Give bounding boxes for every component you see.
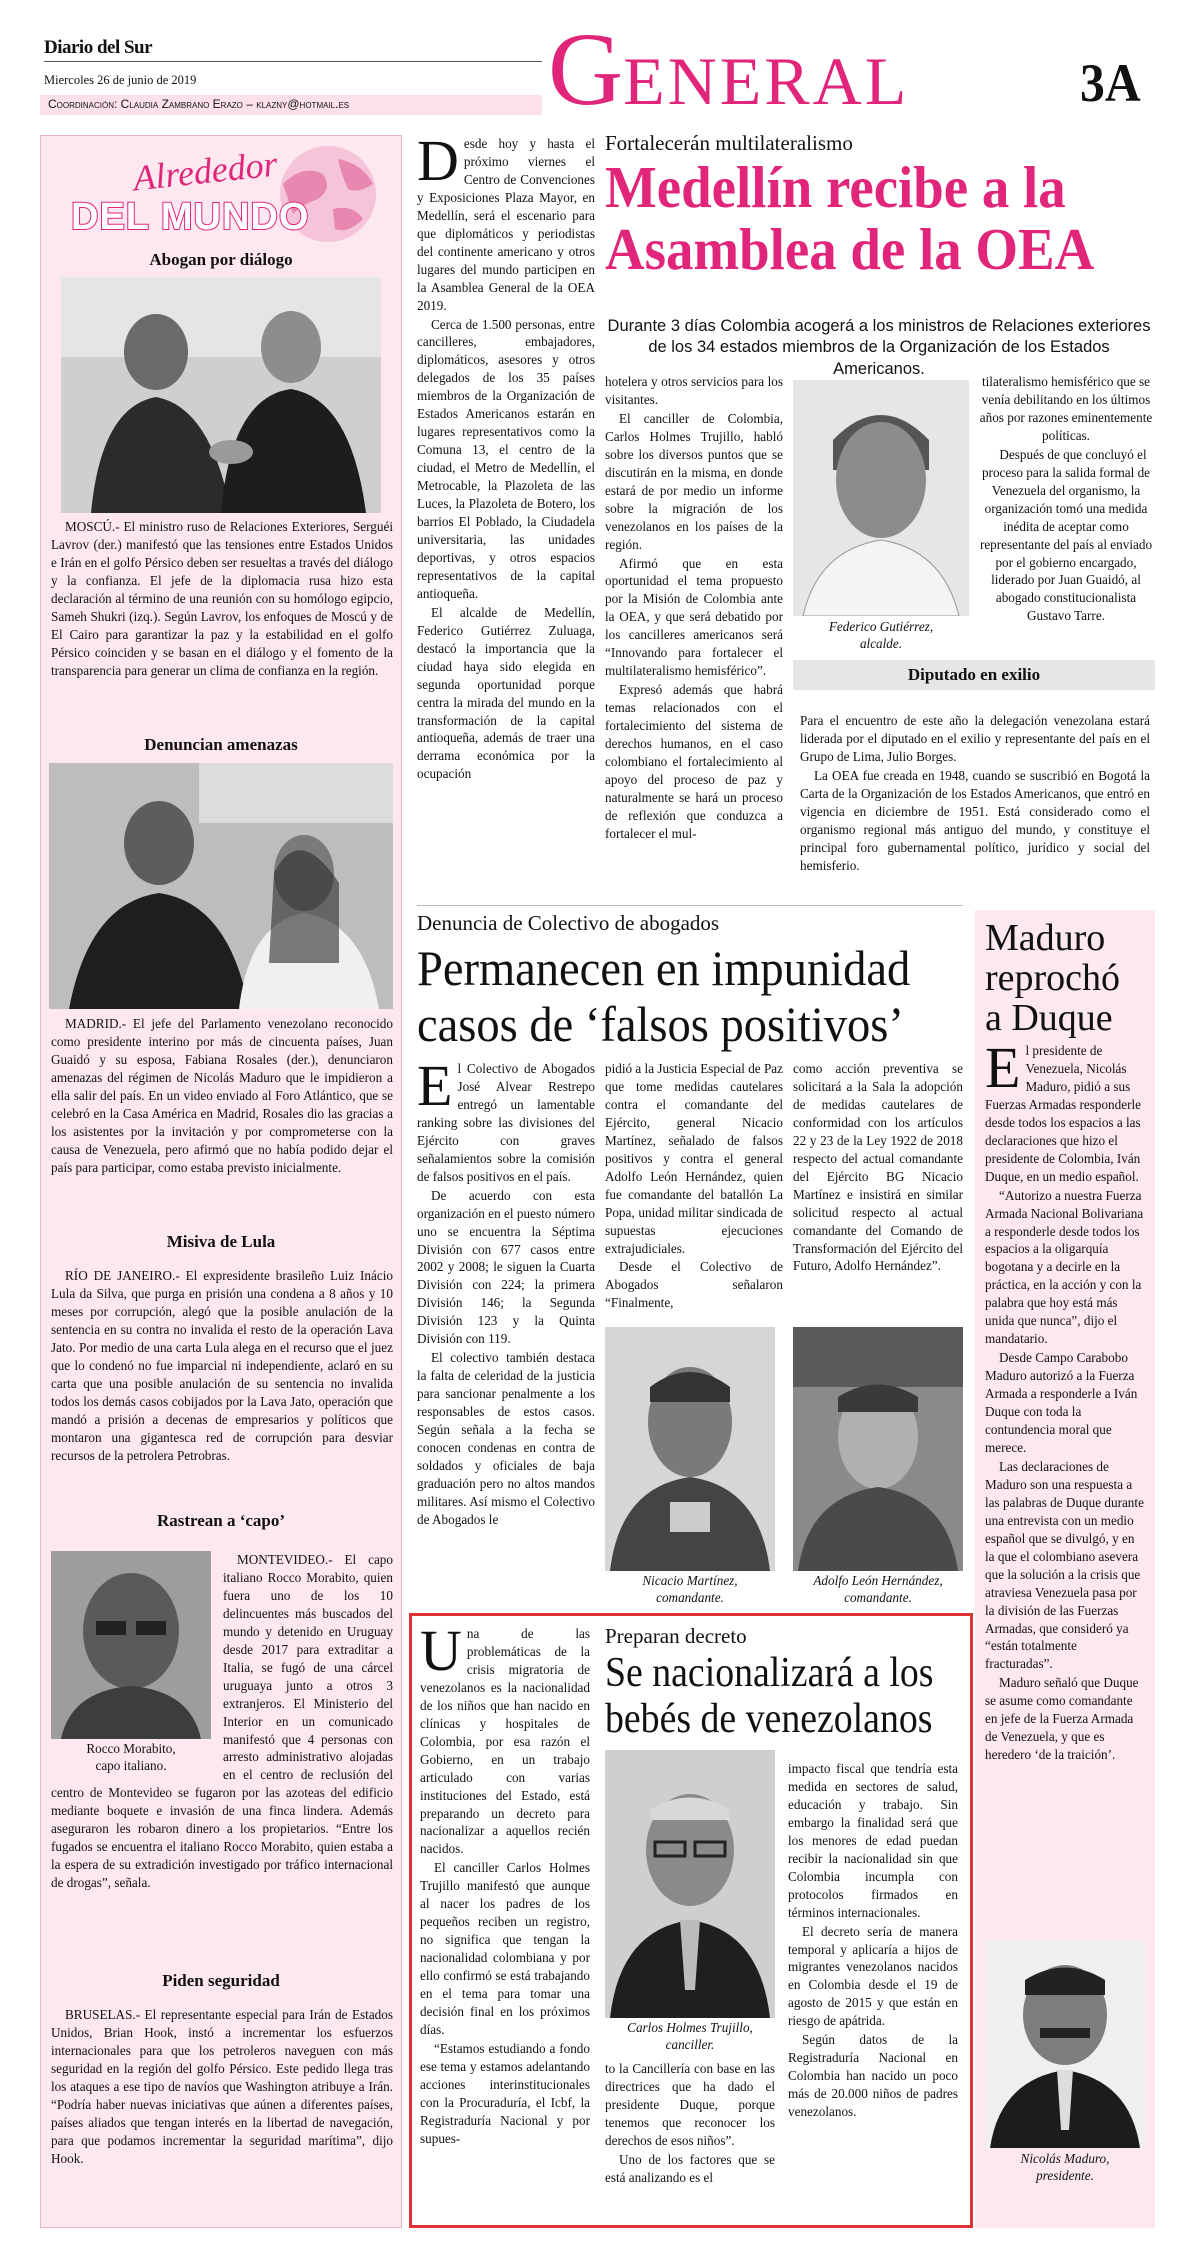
banner-title: DEL MUNDO [71, 196, 310, 238]
oea-col2 [605, 373, 783, 844]
caption-line: comandante. [844, 1589, 912, 1605]
paragraph: l presidente de Venezuela, Nicolás Maduro, pidió a sus Fuerzas Armadas responderle desde todos los espacios a las declaraciones que hizo el presidente de Colombia, Iván Duque, en un medio español. [985, 1043, 1141, 1184]
falsos-col3 [793, 1060, 963, 1276]
article-body [417, 128, 595, 783]
caption-line: capo italiano. [95, 1757, 167, 1773]
paragraph: tilateralismo hemisférico que se venía debilitando en los últimos años por razones eminentemente políticas. [979, 374, 1153, 443]
paper-name: Diario del Sur [44, 37, 153, 58]
masthead [0, 0, 1193, 130]
article-body [605, 2060, 775, 2187]
paragraph: esde hoy y hasta el próximo viernes el Centro de Convenciones y Exposiciones Plaza Mayor, en Medellín, será el escenario para que diplomáticos y periodistas del continente americano y otros lugares del mundo participen en la Asamblea General de la OEA 2019. [417, 136, 595, 313]
paragraphs [417, 1053, 595, 1529]
decreto-col2b [605, 2060, 775, 2188]
dropcap: E [985, 1035, 1021, 1100]
story-heading: Misiva de Lula [166, 1232, 276, 1251]
photo-caption [793, 1573, 963, 1606]
photo-caption [605, 2020, 775, 2053]
article-body [420, 1618, 590, 2148]
section-rest: ENERAL [623, 43, 910, 119]
headline-line: a Duque [985, 997, 1113, 1039]
headline-line: Maduro [985, 917, 1106, 959]
story-body-wrap [51, 1551, 393, 1892]
paragraph: El canciller Carlos Holmes Trujillo manifestó que aunque al nacer los padres de los pequeños reciben un registro, no significa que tengan la nacionalidad colombiana y por ello confirmó se está trabajando en el tema para tomar una decisión final en los próximos días. [420, 1860, 590, 2037]
maduro-headline [985, 918, 1155, 1038]
article-body [793, 1060, 963, 1275]
photo-carlos-holmes-trujillo [605, 1750, 775, 2018]
photo-nicacio-martinez [605, 1327, 775, 1571]
paragraph: l Colectivo de Abogados José Alvear Restrepo entregó un lamentable ranking sobre las divisiones del Ejército con graves señalamientos sobre la comisión de falsos positivos en el país. [417, 1061, 595, 1184]
headline-line: reprochó [985, 957, 1121, 999]
headline-line: Asamblea de la OEA [605, 216, 1095, 282]
article-body [605, 1060, 783, 1312]
falsos-kicker: Denuncia de Colectivo de abogados [417, 911, 720, 935]
story-heading: Rastrean a ‘capo’ [156, 1511, 286, 1530]
paragraph: pidió a la Justicia Especial de Paz que tome medidas cautelares contra el comandante del Ejército, general Nicacio Martínez, señalado de falsos positivos y contra el general Adolfo León Hernández, quien fue comandante del batallón La Popa, unidad militar sindicada de supuestas ejecuciones extrajudiciales. [605, 1061, 783, 1256]
paragraph: Expresó además que habrá temas relacionados con el fortalecimiento del sistema de derechos humanos, en el caso colombiano el fortalecimiento al apoyo del proceso de paz y naturalmente se hará un proceso de reflexión que conduzca a fortalecer el mul- [605, 682, 783, 841]
dropcap: E [417, 1053, 453, 1118]
paragraph: Desde el Colectivo de Abogados señalaron “Finalmente, [605, 1259, 783, 1311]
coordination-line: Coordinación: Claudia Zambrano Erazo – klazny@hotmail.es [48, 97, 350, 111]
exile-box-head: Diputado en exilio [907, 665, 1041, 684]
caption-line: comandante. [656, 1589, 724, 1605]
decreto-headline [605, 1650, 965, 1742]
paragraph: El decreto sería de manera temporal y aplicaría a hijos de migrantes venezolanos nacidos en Colombia desde el 19 de agosto de 2015 y que están en riesgo de apátrida. [788, 1923, 958, 2029]
banner-script: Alrededor [131, 144, 280, 199]
paragraph: Uno de los factores que se está analizando es el [605, 2151, 775, 2185]
paragraph: El alcalde de Medellín, Federico Gutiérrez Zuluaga, destacó la importancia que la ciudad haya sido elegida en segunda oportunidad porque centra la mirada del mundo en la transformación de la capital antioqueña, además de traer una derrama económica por la ocupación [417, 604, 595, 782]
story-heading: Piden seguridad [162, 1971, 280, 1990]
paragraph: Maduro señaló que Duque se asume como comandante en jefe de la Fuerza Armada de Venezuela, y que es heredero ‘de la traición’. [985, 1675, 1139, 1763]
paragraph: De acuerdo con esta organización en el puesto número uno se encuentra la Séptima División con 677 casos entre 2002 y 2008; le siguen la Cuarta División con 224; la primera División 146; la Segunda División 123 y la Quinta División con 119. [417, 1187, 595, 1347]
caption-line: alcalde. [859, 635, 903, 651]
oea-headline [605, 156, 1165, 280]
story-body: BRUSELAS.- El representante especial para Irán de Estados Unidos, Brian Hook, instó a incrementar los esfuerzos internacionales para que los petroleros naveguen con más seguridad en la región del golfo Pérsico. Este pedido llega tras los ataques a ese tipo de navíos que Washington atribuye a Irán. “Podría haber nuevas iniciativas que aúnen a diferentes países, países aliados que tengan interés en la libertad de navegación, para que podamos incrementar la seguridad marítima”, dijo Hook. [51, 2007, 393, 2166]
article-body [985, 1035, 1145, 1764]
oea-col1 [417, 128, 595, 784]
exile-box-body [800, 712, 1150, 876]
world-sidebar [40, 135, 402, 2228]
rocco-photo-block [51, 1551, 211, 1774]
page-number: 3A [1080, 53, 1141, 113]
oea-col3 [977, 373, 1155, 626]
caption-line: presidente. [1036, 2167, 1094, 2183]
article-body [800, 712, 1150, 875]
paragraph: Desde Campo Carabobo Maduro autorizó a la Fuerza Armada a responderle a Iván Duque con toda la contundencia moral que merece. [985, 1350, 1138, 1455]
story-heading: Denuncian amenazas [144, 735, 298, 754]
photo-lavrov-shukri [61, 277, 381, 513]
paragraph: Después de que concluyó el proceso para la salida formal de Venezuela del organismo, la organización tomó una medida inédita de aceptar como representante del país al enviado por el gobierno encargado, liderado por Juan Guaidó, al abogado constitucionalista Gustavo Tarre. [979, 446, 1153, 624]
section-rule [417, 905, 963, 906]
headline-line: bebés de venezolanos [605, 1696, 933, 1742]
paragraph: Según datos de la Registraduría Nacional en Colombia han nacido un poco más de 20.000 niños de padres venezolanos. [788, 2032, 958, 2120]
section-title [548, 12, 910, 130]
falsos-col1 [417, 1053, 595, 1530]
caption-line: canciller. [665, 2036, 715, 2052]
paragraph: impacto fiscal que tendría esta medida en sectores de salud, educación y trabajo. Sin embargo la finalidad será que los menores de edad puedan recibir la nacionalidad sin que Colombia incumpla con protocolos firmados en términos internacionales. [788, 1761, 958, 1920]
paragraph: na de las problemáticas de la crisis migratoria de venezolanos es la nacionalidad de los niños que han nacido en clínicas y hospitales de Colombia, por esa razón el Gobierno, en un trabajo articulado con varias instituciones del Estado, está preparando un decreto para nacionalizar a aquellos recién nacidos. [420, 1626, 590, 1857]
paragraph: Para el encuentro de este año la delegación venezolana estará liderada por el diputado en el exilio y representante del país en el Grupo de Lima, Julio Borges. [800, 713, 1150, 764]
photo-nicolas-maduro [985, 1940, 1145, 2148]
story-body: MONTEVIDEO.- El capo italiano Rocco Morabito, quien fuera uno de los 10 delincuentes más buscados del mundo y detenido en Uruguay desde 2017 para extraditar a Italia, se fugó de una cárcel uruguaya junto a otros 3 extranjeros. El Ministerio del Interior en un comunicado manifestó que 4 personas con arresto administrativo alojadas en el centro de reclusión del centro de Montevideo se fugaron por las azoteas del edificio mediante boquete e invasión de una finca lindera. Además aseguraron les robaron dinero a los propietarios. “Entre los fugados se encuentra el italiano Rocco Morabito, quien estaba a la espera de su extradición investigado por tráfico internacional de drogas”, señala. [51, 1552, 393, 1891]
falsos-col2 [605, 1060, 783, 1313]
story-heading: Abogan por diálogo [149, 250, 293, 269]
caption-line: Federico Gutiérrez, [828, 619, 934, 634]
photo-guaido-rosales [49, 763, 393, 1009]
world-banner [51, 144, 393, 244]
paragraph: El canciller de Colombia, Carlos Holmes Trujillo, habló sobre los diversos puntos que se discutirán en la misma, en donde estará de por medio un informe sobre la migración de los venezolanos en los países de la región. [605, 410, 783, 552]
caption-line: Nicacio Martínez, [642, 1573, 738, 1588]
dropcap: D [417, 128, 459, 193]
decreto-col1 [420, 1618, 590, 2149]
oea-deck: Durante 3 días Colombia acogerá a los ministros de Relaciones exteriores de los 34 estados miembros de la Organización de los Estados Americanos. [607, 317, 1151, 378]
story-body: MOSCÚ.- El ministro ruso de Relaciones Exteriores, Serguéi Lavrov (der.) manifestó que las tensiones entre Estados Unidos e Irán en el golfo Pérsico deben ser resueltas a través del diálogo y la confianza. El jefe de la diplomacia rusa hizo esta declaración al término de una reunión con su homólogo egipcio, Sameh Shukri (izq.). Según Lavrov, los enfoques de Moscú y de El Cairo para garantizar la paz y la estabilidad en el golfo Pérsico coinciden y se basan en el diálogo y el fomento de la transparencia para generar un clima de confianza en la región. [51, 519, 393, 678]
photo-rocco-morabito [51, 1551, 211, 1739]
story-body: RÍO DE JANEIRO.- El expresidente brasileño Luiz Inácio Lula da Silva, que purga en prisión una condena a 8 años y 10 meses por corrupción, alegó que la posible anulación de la sentencia en su contra no invalida el resto de la operación Lava Jato. Por medio de una carta Lula alega en el recurso que el juez que lo condenó no fue imparcial ni independiente, aclaró en su carta que una posible anulación de su sentencia no invalida todos los demás casos cobijados por la Lava Jato, operación que mandó a prisión a decenas de empresarios y políticos que montaron una gigantesca red de corrupción para desviar recursos de la petrolera Petrobras. [51, 1268, 393, 1463]
paragraphs [417, 128, 595, 783]
caption-line: Carlos Holmes Trujillo, [627, 2020, 753, 2035]
caption-line: Adolfo León Hernández, [813, 1573, 943, 1588]
photo-caption [605, 1573, 775, 1606]
article-body [605, 373, 783, 843]
headline-line: Medellín recibe a la [605, 154, 1066, 220]
headline-line: Permanecen en impunidad [417, 940, 911, 996]
paragraphs [985, 1035, 1145, 1764]
story-body: MADRID.- El jefe del Parlamento venezolano reconocido como presidente interino por más de cincuenta países, Juan Guaidó y su esposa, Fabiana Rosales (der.), denunciaron amenazas del régimen de Nicolás Maduro que le impidieron a ella salir del país. En un video enviado al Foro Atlántico, que se celebró en la Casa América en Madrid, Rosales dio las gracias a los asistentes por la invitación y por comprometerse con la causa de Venezuela, pero afirmó que no había podido dejar el país para participar, como estaba previsto inicialmente. [51, 1016, 393, 1175]
photo-caption [985, 2151, 1145, 2184]
article-body [788, 1760, 958, 2121]
caption-line: Rocco Morabito, [86, 1741, 176, 1756]
paragraph: Cerca de 1.500 personas, entre cancilleres, embajadores, diplomáticos, asesores y otros delegados de los 35 países miembros de la Organización de Estados Americanos estarán en lugares representativos como la Comuna 13, el centro de la ciudad, el Metro de Medellín, el Metrocable, la Plazoleta de las Luces, la Plazoleta de Botero, los barrios El Poblado, la Ciudadela universitaria, las unidades deportivas, y otros espacios representativos de la capital antioqueña. [417, 316, 595, 601]
photo-caption [51, 1741, 211, 1774]
paragraph: “Autorizo a nuestra Fuerza Armada Nacional Bolivariana a responderle desde todos los espacios a la oligarquía bogotana y a decirle en la práctica, en la acción y con la palabra que hoy está más unida que nunca”, dijo el mandatario. [985, 1187, 1144, 1347]
dropcap: U [420, 1618, 462, 1683]
paragraph: Las declaraciones de Maduro son una respuesta a las palabras de Duque durante una entrevista con un medio español que se divulgó, y en la que el colombiano asevera que la solución a la crisis que atraviesa Venezuela pasa por la división de las Fuerzas Armadas, que consideró ya “están totalmente fracturadas”. [985, 1458, 1144, 1672]
photo-federico-gutierrez [793, 380, 969, 616]
headline-line: casos de ‘falsos positivos’ [417, 996, 904, 1052]
section-initial: G [548, 12, 624, 127]
photo-adolfo-leon-hernandez [793, 1327, 963, 1571]
paragraph: La OEA fue creada en 1948, cuando se suscribió en Bogotá la Carta de la Organización de los Estados Americanos, que entró en vigencia en diciembre de 1951. Está considerado como el organismo regional más antiguo del mundo, y constituye el principal foro gubernamental político, jurídico y social del hemisferio. [800, 767, 1150, 873]
paragraph: “Estamos estudiando a fondo ese tema y estamos adelantando acciones interinstitucionales con la Procuraduría, el Icbf, la Registraduría Nacional y por supues- [420, 2040, 590, 2146]
decreto-col3 [788, 1760, 958, 2122]
headline-line: Se nacionalizará a los [605, 1650, 934, 1696]
paragraph: como acción preventiva se solicitará a la Sala la adopción de medidas cautelares de conformidad con los artículos 22 y 23 de la Ley 1922 de 2018 respecto del actual comandante del Ejército BG Nicacio Martínez e insistirá en similar solicitud respecto al actual comandante del Comando de Transformación del Ejército del Futuro, Adolfo Hernández”. [793, 1061, 963, 1274]
decreto-kicker: Preparan decreto [605, 1624, 747, 1648]
falsos-headline [417, 940, 967, 1052]
paragraphs [420, 1618, 590, 2148]
photo-caption [793, 619, 969, 652]
paragraph: to la Cancillería con base en las directrices que ha dado el presidente Duque, porque tenemos que reconocer los derechos de esos niños”. [605, 2061, 775, 2148]
paragraph: hotelera y otros servicios para los visitantes. [605, 374, 783, 407]
paragraph: Afirmó que en esta oportunidad el tema propuesto por la Misión de Colombia ante la OEA, y que será debatido por los cancilleres americanos será “Innovando para fortalecer el multilateralismo hemisférico”. [605, 555, 783, 679]
oea-kicker: Fortalecerán multilateralismo [605, 131, 853, 155]
maduro-body [985, 1035, 1145, 1765]
caption-line: Nicolás Maduro, [1020, 2151, 1110, 2166]
issue-date: Miercoles 26 de junio de 2019 [44, 73, 197, 87]
article-body [977, 373, 1155, 625]
paragraph: El colectivo también destaca la falta de celeridad de la justicia para sancionar penalmente a los responsables de estos casos. Según señala a la fecha se conocen condenas en contra de soldados y oficiales de baja graduación pero no altos mandos militares. Así mismo el Colectivo de Abogados le [417, 1350, 595, 1527]
masthead-rule [44, 61, 542, 62]
article-body [417, 1053, 595, 1529]
